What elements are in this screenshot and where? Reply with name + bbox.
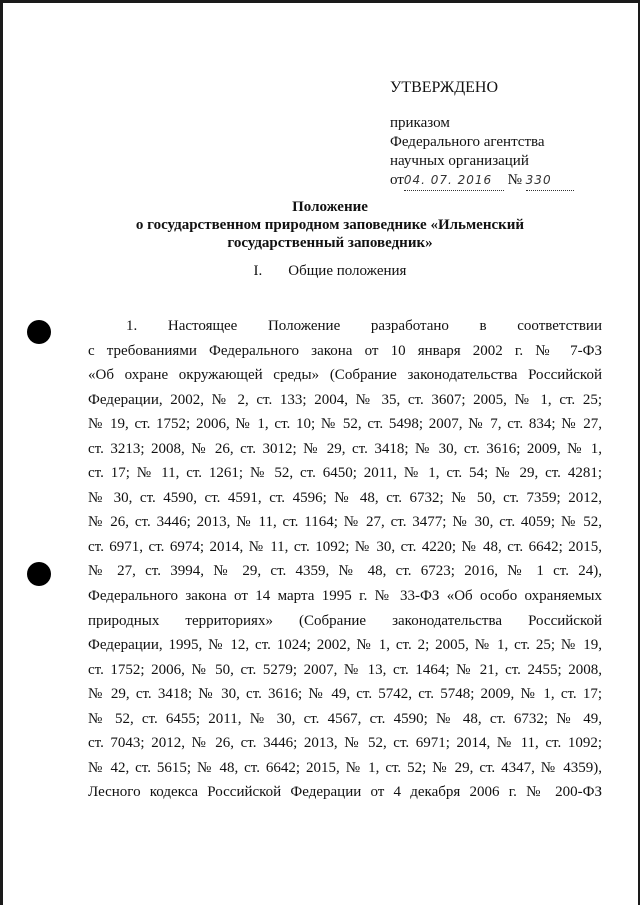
body-line: ст. 6971, ст. 6974; 2014, № 11, ст. 1092; № 30, ст. 4220; № 48, ст. 6642; 2015,	[88, 538, 602, 555]
body-line: № 52, ст. 6455; 2011, № 30, ст. 4567, ст. 4590; № 48, ст. 6732; № 49,	[88, 710, 602, 727]
body-line: Федерального закона от 14 марта 1995 г. № 33-ФЗ «Об особо охраняемых	[88, 588, 602, 605]
approval-title: УТВЕРЖДЕНО	[390, 79, 499, 96]
body-line: с требованиями Федерального закона от 10 января 2002 г. № 7-ФЗ	[88, 342, 602, 359]
section-heading	[60, 263, 600, 280]
body-line: № 42, ст. 5615; № 48, ст. 6642; 2015, № 1, ст. 52; № 29, ст. 4347, № 4359),	[88, 759, 602, 776]
date-prefix: от	[390, 172, 404, 188]
approval-line: приказом	[390, 115, 450, 131]
approval-block	[390, 78, 620, 191]
handwritten-date: 04. 07. 2016	[404, 171, 504, 191]
approval-date-line	[390, 171, 620, 191]
title-line: государственный заповедник»	[227, 235, 433, 251]
body-line: № 26, ст. 3446; 2013, № 11, ст. 1164; № 27, ст. 3477; № 30, ст. 4059; № 52,	[88, 514, 602, 531]
body-line: № 29, ст. 3418; № 30, ст. 3616; № 49, ст. 5742, ст. 5748; 2009, № 1, ст. 17;	[88, 686, 602, 703]
body-line: ст. 17; № 11, ст. 1261; № 52, ст. 6450; 2011, № 1, ст. 54; № 29, ст. 4281;	[88, 465, 602, 482]
body-line: ст. 3213; 2008, № 26, ст. 3012; № 29, ст. 3418; № 30, ст. 3616; 2009, № 1,	[88, 440, 602, 457]
body-line: № 30, ст. 4590, ст. 4591, ст. 4596; № 48, ст. 6732; № 50, ст. 7359; 2012,	[88, 489, 602, 506]
scan-edge-left	[0, 0, 3, 905]
number-sign: №	[507, 172, 522, 188]
section-number: I.	[253, 263, 263, 279]
body-line: 1. Настоящее Положение разработано в соответствии	[126, 318, 602, 334]
body-line: № 19, ст. 1752; 2006, № 1, ст. 10; № 52, ст. 5498; 2007, № 7, ст. 834; № 27,	[88, 416, 602, 433]
body-line: ст. 1752; 2006, № 50, ст. 5279; 2007, № 13, ст. 1464; № 21, ст. 2455; 2008,	[88, 661, 602, 678]
approval-line: научных организаций	[390, 153, 529, 169]
title-line: о государственном природном заповеднике «Ильменский	[135, 217, 525, 233]
body-paragraph	[88, 314, 602, 805]
body-line: № 27, ст. 3994, № 29, ст. 4359, № 48, ст. 6723; 2016, № 1 ст. 24),	[88, 563, 602, 580]
body-line: ст. 7043; 2012, № 26, ст. 3446; 2013, № 52, ст. 6971; 2014, № 11, ст. 1092;	[88, 735, 602, 752]
punch-hole-icon	[27, 562, 51, 586]
section-title: Общие положения	[288, 263, 407, 279]
body-line: природных территориях» (Собрание законодательства Российской	[88, 612, 602, 629]
document-title	[60, 198, 600, 252]
approval-line: Федерального агентства	[390, 134, 545, 150]
scan-edge-top	[0, 0, 640, 3]
punch-hole-icon	[27, 320, 51, 344]
body-line: Лесного кодекса Российской Федерации от 4 декабря 2006 г. № 200-ФЗ	[88, 784, 602, 801]
body-line: Федерации, 1995, № 12, ст. 1024; 2002, № 1, ст. 2; 2005, № 1, ст. 25; № 19,	[88, 637, 602, 654]
body-line: Федерации, 2002, № 2, ст. 133; 2004, № 35, ст. 3607; 2005, № 1, ст. 25;	[88, 391, 602, 408]
title-line: Положение	[292, 199, 368, 215]
handwritten-number: 330	[526, 171, 574, 191]
body-line: «Об охране окружающей среды» (Собрание законодательства Российской	[88, 367, 602, 384]
